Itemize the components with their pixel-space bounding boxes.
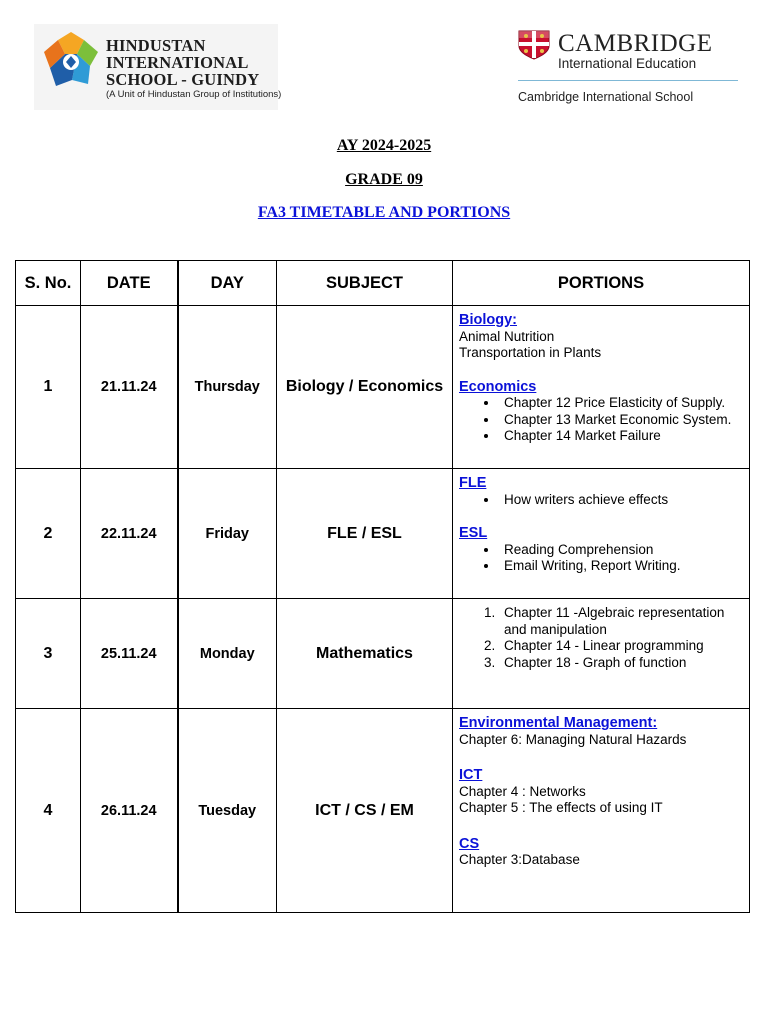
portion-item: Chapter 5 : The effects of using IT bbox=[459, 800, 663, 815]
row-portions bbox=[453, 709, 750, 913]
list-item: 1. Chapter 11 -Algebraic representation and manipulation bbox=[499, 605, 743, 638]
cambridge-school-label: Cambridge International School bbox=[518, 90, 694, 104]
list-item: • Email Writing, Report Writing. bbox=[499, 558, 743, 575]
portion-item: Transportation in Plants bbox=[459, 345, 602, 360]
portion-item: Chapter 4 : Networks bbox=[459, 783, 586, 799]
column-header-subject: SUBJECT bbox=[277, 261, 453, 306]
biology-heading: Biology: bbox=[459, 312, 517, 328]
hindustan-school-logo bbox=[34, 24, 282, 110]
fle-heading: FLE bbox=[459, 475, 487, 491]
column-header-sno: S. No. bbox=[16, 261, 81, 306]
column-header-date: DATE bbox=[81, 261, 178, 306]
cambridge-divider bbox=[518, 80, 738, 81]
row-day: Thursday bbox=[178, 306, 277, 469]
list-item: • Chapter 13 Market Economic System. bbox=[499, 412, 743, 429]
portion-item: Animal Nutrition bbox=[459, 328, 555, 344]
fle-list bbox=[459, 492, 743, 509]
list-item: • Chapter 14 Market Failure bbox=[499, 428, 743, 445]
row-subject: Biology / Economics bbox=[277, 306, 453, 469]
cambridge-subtitle: International Education bbox=[558, 56, 697, 71]
list-item: • Reading Comprehension bbox=[499, 542, 743, 559]
mathematics-list bbox=[459, 605, 743, 671]
timetable-table bbox=[15, 260, 750, 913]
school-name bbox=[106, 37, 259, 88]
school-name-line3: SCHOOL - GUINDY bbox=[106, 70, 260, 89]
row-subject: FLE / ESL bbox=[277, 469, 453, 599]
environmental-management-heading: Environmental Management: bbox=[459, 715, 658, 731]
list-item: • How writers achieve effects bbox=[499, 492, 743, 509]
cambridge-title: CAMBRIDGE bbox=[558, 30, 713, 57]
table-row bbox=[16, 709, 750, 913]
row-day: Friday bbox=[178, 469, 277, 599]
row-portions bbox=[453, 306, 750, 469]
row-sno: 4 bbox=[16, 709, 81, 913]
row-portions bbox=[453, 469, 750, 599]
row-date: 22.11.24 bbox=[81, 469, 178, 599]
list-item: 3. Chapter 18 - Graph of function bbox=[499, 655, 743, 672]
academic-year-title: AY 2024-2025 bbox=[336, 137, 432, 154]
table-row bbox=[16, 469, 750, 599]
row-subject: ICT / CS / EM bbox=[277, 709, 453, 913]
row-sno: 1 bbox=[16, 306, 81, 469]
cambridge-logo bbox=[516, 30, 742, 110]
list-item: 2. Chapter 14 - Linear programming bbox=[499, 638, 743, 655]
cs-heading: CS bbox=[459, 835, 480, 852]
row-date: 21.11.24 bbox=[81, 306, 178, 469]
table-row bbox=[16, 306, 750, 469]
row-date: 26.11.24 bbox=[81, 709, 178, 913]
table-header-row bbox=[16, 261, 750, 306]
school-name-line2: INTERNATIONAL bbox=[106, 53, 249, 72]
school-emblem-icon bbox=[40, 30, 102, 100]
ict-heading: ICT bbox=[459, 767, 483, 783]
grade-title: GRADE 09 bbox=[345, 171, 423, 188]
esl-list bbox=[459, 542, 743, 575]
esl-heading: ESL bbox=[459, 525, 488, 541]
row-portions bbox=[453, 599, 750, 709]
table-row bbox=[16, 599, 750, 709]
row-date: 25.11.24 bbox=[81, 599, 178, 709]
timetable-heading: FA3 TIMETABLE AND PORTIONS bbox=[257, 204, 511, 221]
school-subtitle: (A Unit of Hindustan Group of Institutions) bbox=[106, 89, 282, 100]
column-header-portions: PORTIONS bbox=[453, 261, 750, 306]
portion-item: Chapter 3:Database bbox=[459, 852, 580, 867]
row-subject: Mathematics bbox=[277, 599, 453, 709]
economics-heading: Economics bbox=[459, 378, 537, 395]
economics-list bbox=[459, 395, 743, 445]
column-header-day: DAY bbox=[178, 261, 277, 306]
list-item: • Chapter 12 Price Elasticity of Supply. bbox=[499, 395, 743, 412]
row-day: Tuesday bbox=[178, 709, 277, 913]
row-day: Monday bbox=[178, 599, 277, 709]
school-name-line1: HINDUSTAN bbox=[106, 36, 206, 55]
cambridge-crest-icon bbox=[518, 30, 550, 60]
portion-item: Chapter 6: Managing Natural Hazards bbox=[459, 731, 687, 747]
row-sno: 3 bbox=[16, 599, 81, 709]
row-sno: 2 bbox=[16, 469, 81, 599]
